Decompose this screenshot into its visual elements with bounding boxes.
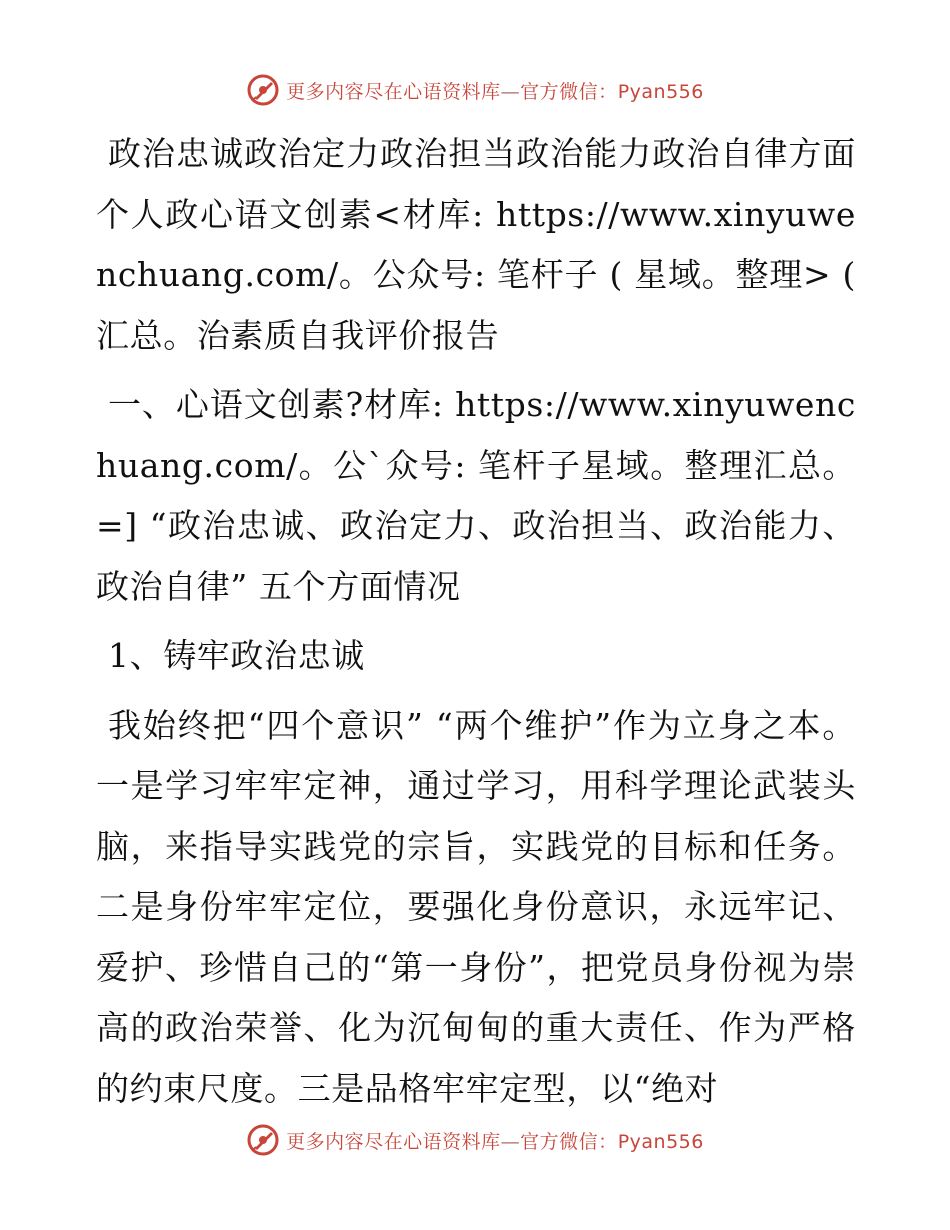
watermark-main: 更多内容尽在心语资料库	[286, 80, 501, 103]
watermark-separator: —	[500, 1130, 521, 1153]
watermark-text	[286, 77, 704, 104]
document-title-paragraph: 政治忠诚政治定力政治担当政治能力政治自律方面个人政心语文创素<材库: https://www.xinyuwenchuang.com/。公众号: 笔杆子 ( 星域。整理> ( 汇总。治素质自我评价报告	[96, 134, 856, 355]
watermark-label: 官方微信：	[520, 1130, 618, 1153]
watermark-text	[286, 1127, 704, 1154]
watermark-banner-bottom	[0, 1120, 950, 1160]
watermark-wechat-id: Pyan556	[617, 80, 704, 103]
watermark-separator: —	[500, 80, 521, 103]
subheading-paragraph: 1、铸牢政治忠诚	[108, 636, 365, 675]
watermark-banner-top	[0, 70, 950, 110]
section-heading-paragraph: 一、心语文创素?材库: https://www.xinyuwenchuang.com/。公`众号: 笔杆子星域。整理汇总。=] “政治忠诚、政治定力、政治担当、政治能力、政治自律” 五个方面情况	[96, 385, 856, 606]
document-body	[96, 124, 856, 1128]
quill-seal-icon	[246, 1123, 280, 1157]
quill-seal-icon	[246, 73, 280, 107]
watermark-label: 官方微信：	[520, 80, 618, 103]
body-paragraph: 我始终把“四个意识” “两个维护”作为立身之本。一是学习牢牢定神，通过学习，用科学理论武装头脑，来指导实践党的宗旨，实践党的目标和任务。二是身份牢牢定位，要强化身份意识，永远牢记、爱护、珍惜自己的“第一身份”，把党员身份视为崇高的政治荣誉、化为沉甸甸的重大责任、作为严格的约束尺度。三是品格牢牢定型，以“绝对	[96, 705, 856, 1108]
watermark-wechat-id: Pyan556	[617, 1130, 704, 1153]
watermark-main: 更多内容尽在心语资料库	[286, 1130, 501, 1153]
